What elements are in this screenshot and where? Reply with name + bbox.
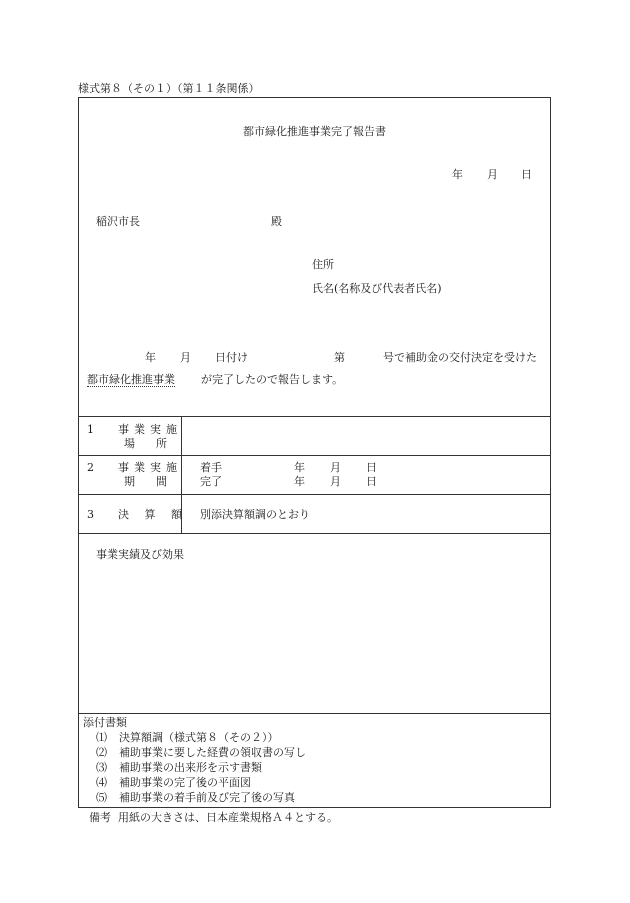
row2-number: 2 bbox=[87, 461, 94, 474]
address-label: 住所 bbox=[312, 258, 334, 271]
row3-number: 3 bbox=[87, 508, 94, 521]
row1-label-b: 場 所 bbox=[124, 437, 172, 450]
attachment-1-text: 決算額調（様式第８（その２）） bbox=[119, 731, 279, 744]
end-year: 年 bbox=[294, 475, 305, 488]
addressee-honorific: 殿 bbox=[271, 215, 282, 228]
attachment-3-text: 補助事業の出来形を示す書類 bbox=[119, 761, 262, 774]
row3-value: 別添決算額調のとおり bbox=[200, 508, 310, 521]
row2-label-a: 事業実施 bbox=[118, 461, 182, 474]
body-year: 年 bbox=[145, 351, 156, 364]
attachment-5-text: 補助事業の着手前及び完了後の写真 bbox=[119, 791, 295, 804]
addressee-name: 稲沢市長 bbox=[96, 215, 140, 228]
row1-number: 1 bbox=[87, 423, 94, 436]
attachment-3-number: ⑶ bbox=[96, 761, 107, 774]
row3-bottom-line bbox=[78, 533, 551, 534]
row1-bottom-line bbox=[78, 455, 551, 456]
start-year: 年 bbox=[294, 461, 305, 474]
attachment-1-number: ⑴ bbox=[96, 731, 107, 744]
body-month: 月 bbox=[180, 351, 191, 364]
note-text: 用紙の大きさは、日本産業規格Ａ４とする。 bbox=[118, 811, 338, 824]
date-month: 月 bbox=[487, 168, 498, 181]
attachment-4-text: 補助事業の完了後の平面図 bbox=[119, 776, 251, 789]
row3-label: 決 算 額 bbox=[118, 508, 188, 521]
row2-bottom-line bbox=[78, 494, 551, 495]
form-header: 様式第８（その１）（第１１条関係） bbox=[78, 82, 260, 95]
start-day: 日 bbox=[366, 461, 377, 474]
row2-label-b: 期 間 bbox=[124, 475, 172, 488]
body-line2-rest: が完了したので報告します。 bbox=[201, 373, 344, 386]
body-line1-rest: 号で補助金の交付決定を受けた bbox=[383, 351, 537, 364]
row1-label-a: 事業実施 bbox=[118, 423, 182, 436]
period-start-label: 着手 bbox=[200, 461, 222, 474]
attachment-2-text: 補助事業に要した経費の領収書の写し bbox=[119, 746, 306, 759]
period-end-label: 完了 bbox=[200, 475, 222, 488]
start-month: 月 bbox=[330, 461, 341, 474]
end-day: 日 bbox=[366, 475, 377, 488]
attachment-4-number: ⑷ bbox=[96, 776, 107, 789]
results-bottom-line bbox=[78, 713, 551, 714]
results-label: 事業実績及び効果 bbox=[96, 548, 184, 561]
body-day-suffix: 日付け bbox=[215, 351, 248, 364]
form-frame bbox=[78, 97, 551, 808]
attachment-2-number: ⑵ bbox=[96, 746, 107, 759]
attachments-heading: 添付書類 bbox=[83, 716, 127, 729]
project-name: 都市緑化推進事業 bbox=[87, 373, 175, 386]
end-month: 月 bbox=[330, 475, 341, 488]
attachment-5-number: ⑸ bbox=[96, 791, 107, 804]
date-day: 日 bbox=[521, 168, 532, 181]
applicant-name-label: 氏名(名称及び代表者氏名) bbox=[312, 282, 442, 295]
document-title: 都市緑化推進事業完了報告書 bbox=[243, 125, 386, 138]
note-label: 備考 bbox=[89, 811, 111, 824]
date-year: 年 bbox=[452, 168, 463, 181]
table-top-line bbox=[78, 416, 551, 417]
body-no-prefix: 第 bbox=[334, 351, 345, 364]
